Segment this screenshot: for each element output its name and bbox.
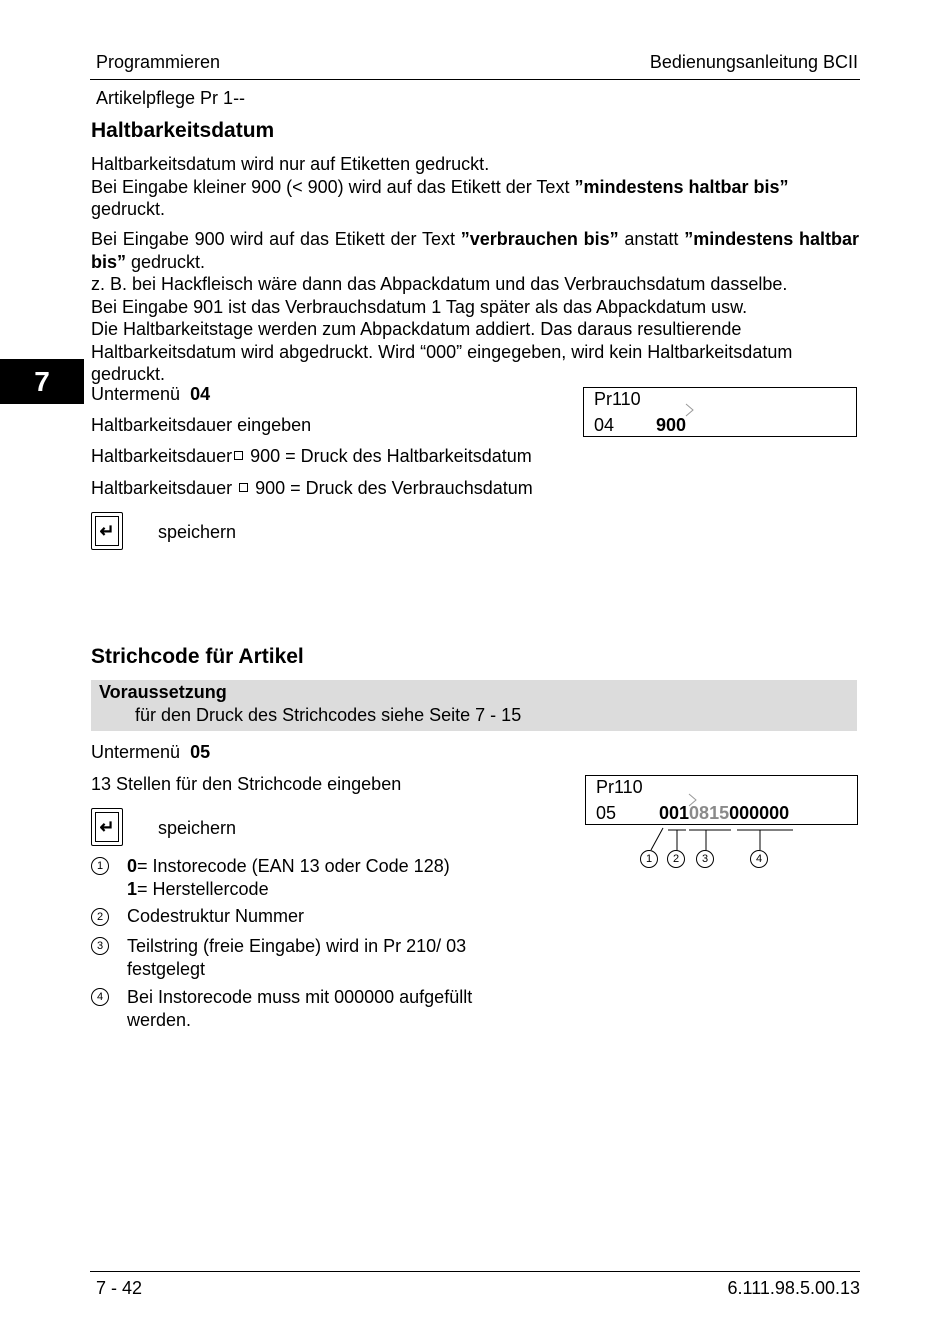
subheader: Artikelpflege Pr 1-- bbox=[96, 88, 246, 108]
paragraph-1: Haltbarkeitsdatum wird nur auf Etiketten gedruckt. Bei Eingabe kleiner 900 (< 900) wird auf das Etikett der Text ”mindestens haltbar bis” gedruckt. bbox=[91, 154, 789, 219]
header-right: Bedienungsanleitung BCII bbox=[649, 52, 858, 72]
enter-key-button[interactable] bbox=[91, 808, 123, 846]
header-divider bbox=[90, 79, 860, 80]
page-number: 7 - 42 bbox=[96, 1278, 143, 1298]
list-number-4: 4 bbox=[91, 988, 109, 1006]
callout-4: 4 bbox=[750, 850, 768, 868]
submenu-04: Untermenü 04 bbox=[91, 384, 211, 404]
list-item: Codestruktur Nummer bbox=[127, 906, 305, 926]
document-number: 6.111.98.5.00.13 bbox=[727, 1278, 860, 1298]
list-number-3: 3 bbox=[91, 937, 109, 955]
chapter-tab: 7 bbox=[0, 359, 84, 404]
greater-equal-symbol bbox=[239, 483, 248, 492]
section-title-strichcode: Strichcode für Artikel bbox=[91, 645, 304, 668]
callout-2: 2 bbox=[667, 850, 685, 868]
submenu-05: Untermenü 05 bbox=[91, 742, 211, 762]
paragraph-2: Bei Eingabe 900 wird auf das Etikett der Text ”verbrauchen bis” anstatt ”mindestens haltbar bis” gedruckt. z. B. bei Hackfleisch wäre dann das Abpackdatum und das Verbrauchsdatum dasselbe. Bei Eingabe 901 ist das Verbrauchsdatum 1 Tag später als das Abpackdatum usw. Die Haltbarkeitstage werden zum Abpackdatum addiert. Das daraus resultierende Haltbarkeitsdatum wird abgedruckt. Wird “000” eingegeben, wird kein Haltbarkeitsdatum gedruckt. bbox=[91, 229, 859, 384]
save-label: speichern bbox=[158, 818, 237, 838]
lcd-display-05: Pr110 05 0010815000000 bbox=[585, 775, 858, 825]
list-item: Teilstring (freie Eingabe) wird in Pr 210/ 03 festgelegt bbox=[127, 936, 467, 979]
step-enter-duration: Haltbarkeitsdauer eingeben bbox=[91, 415, 312, 435]
rule-mhd: Haltbarkeitsdauer 900 = Druck des Haltbarkeitsdatum bbox=[91, 446, 532, 466]
prerequisite-box: Voraussetzung für den Druck des Strichcodes siehe Seite 7 - 15 bbox=[91, 680, 857, 731]
header-left: Programmieren bbox=[96, 52, 221, 72]
barcode-value: 0010815000000 bbox=[659, 803, 790, 823]
callout-3: 3 bbox=[696, 850, 714, 868]
cursor-icon bbox=[685, 403, 694, 417]
section-title-haltbarkeitsdatum: Haltbarkeitsdatum bbox=[91, 119, 275, 142]
save-label: speichern bbox=[158, 522, 237, 542]
less-than-symbol bbox=[234, 451, 243, 460]
list-item: Bei Instorecode muss mit 000000 aufgefüllt werden. bbox=[127, 987, 473, 1030]
list-number-1: 1 bbox=[91, 857, 109, 875]
lcd-display-04: Pr110 04 900 bbox=[583, 387, 857, 437]
footer-divider bbox=[90, 1271, 860, 1272]
enter-arrow-icon: ↵ bbox=[95, 812, 119, 842]
rule-verbrauch: Haltbarkeitsdauer 900 = Druck des Verbrauchsdatum bbox=[91, 478, 533, 498]
enter-key-button[interactable] bbox=[91, 512, 123, 550]
callout-1: 1 bbox=[640, 850, 658, 868]
list-item: 0= Instorecode (EAN 13 oder Code 128) 1= Herstellercode bbox=[127, 856, 450, 899]
list-number-2: 2 bbox=[91, 908, 109, 926]
enter-arrow-icon: ↵ bbox=[95, 516, 119, 546]
step-enter-barcode: 13 Stellen für den Strichcode eingeben bbox=[91, 774, 402, 794]
